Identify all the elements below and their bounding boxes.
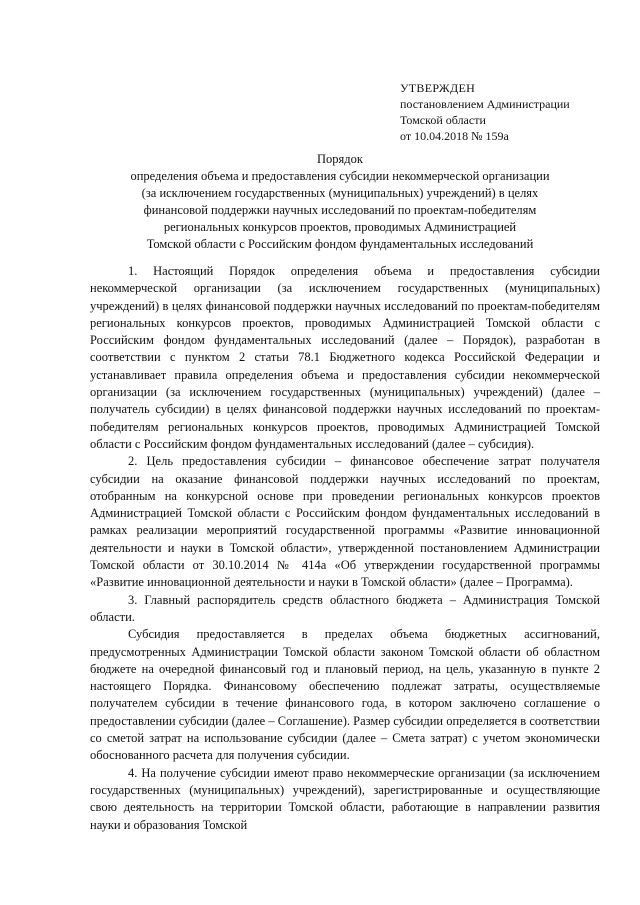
- title-subtitle-line: региональных конкурсов проектов, проводимых Администрацией: [163, 220, 517, 234]
- approval-stamp-block: [400, 80, 620, 144]
- title-subtitle-line: определения объема и предоставления субсидии некоммерческой организации: [130, 169, 550, 183]
- approval-date-number: от 10.04.2018 № 159а: [400, 129, 509, 143]
- title-subtitle-line: Томской области с Российским фондом фундаментальных исследований: [146, 237, 534, 251]
- paragraph-1: 1. Настоящий Порядок определения объема и предоставления субсидии некоммерческой организации (за исключением государственных (муниципальных) учреждений) в целях финансовой поддержки научных исследований по проектам-победителям региональных конкурсов проектов, проводимых Администрацией Томской области с Российским фондом фундаментальных исследований (далее – Порядок), разработан в соответствии с пунктом 2 статьи 78.1 Бюджетного кодекса Российской Федерации и устанавливает правила определения объема и предоставления субсидии некоммерческой организации (за исключением государственных (муниципальных) учреждений) (далее – получатель субсидии) в целях финансовой поддержки научных исследований по проектам-победителям региональных конкурсов проектов, проводимых Администрацией Томской области с Российским фондом фундаментальных исследований (далее – субсидия).: [90, 264, 600, 451]
- approval-line: Томской области: [400, 113, 486, 127]
- approval-heading: УТВЕРЖДЕН: [400, 81, 476, 95]
- paragraph-4: 4. На получение субсидии имеют право некоммерческие организации (за исключением государственных (муниципальных) учреждений), зарегистрированные и осуществляющие свою деятельность на территории Томской области, работающие в направлении развития науки и образования Томской: [90, 765, 600, 832]
- paragraph-2: 2. Цель предоставления субсидии – финансовое обеспечение затрат получателя субсидии на оказание финансовой поддержки научных исследований по проектам, отобранным на конкурсной основе при проведении региональных конкурсов проектов Администрацией Томской области с Российским фондом фундаментальных исследований в рамках реализации мероприятий государственной программы «Развитие инновационной деятельности и науки в Томской области», утвержденной постановлением Администрации Томской области от 30.10.2014 № 414а «Об утверждении государственной программы «Развитие инновационной деятельности и науки в Томской области» (далее – Программа).: [90, 454, 600, 590]
- title-subtitle-line: (за исключением государственных (муниципальных) учреждений) в целях: [141, 186, 539, 200]
- paragraph-3: 3. Главный распорядитель средств областного бюджета – Администрация Томской области.: [90, 592, 600, 624]
- document-body: [90, 263, 600, 834]
- approval-line: постановлением Администрации: [400, 97, 570, 111]
- paragraph-subsidy: Субсидия предоставляется в пределах объема бюджетных ассигнований, предусмотренных Администрации Томской области законом Томской области об областном бюджете на очередной финансовый год и плановый период, на цель, указанную в пункте 2 настоящего Порядка. Финансовому обеспечению подлежат затраты, осуществляемые получателем субсидии в течение финансового года, в котором заключено соглашение о предоставлении субсидии (далее – Соглашение). Размер субсидии определяется в соответствии со сметой затрат на использование субсидии (далее – Смета затрат) с учетом экономически обоснованного расчета для получения субсидии.: [90, 627, 600, 763]
- document-title-block: [60, 151, 620, 253]
- title-subtitle-line: финансовой поддержки научных исследований по проектам-победителям: [143, 203, 537, 217]
- document-title: Порядок: [317, 152, 363, 166]
